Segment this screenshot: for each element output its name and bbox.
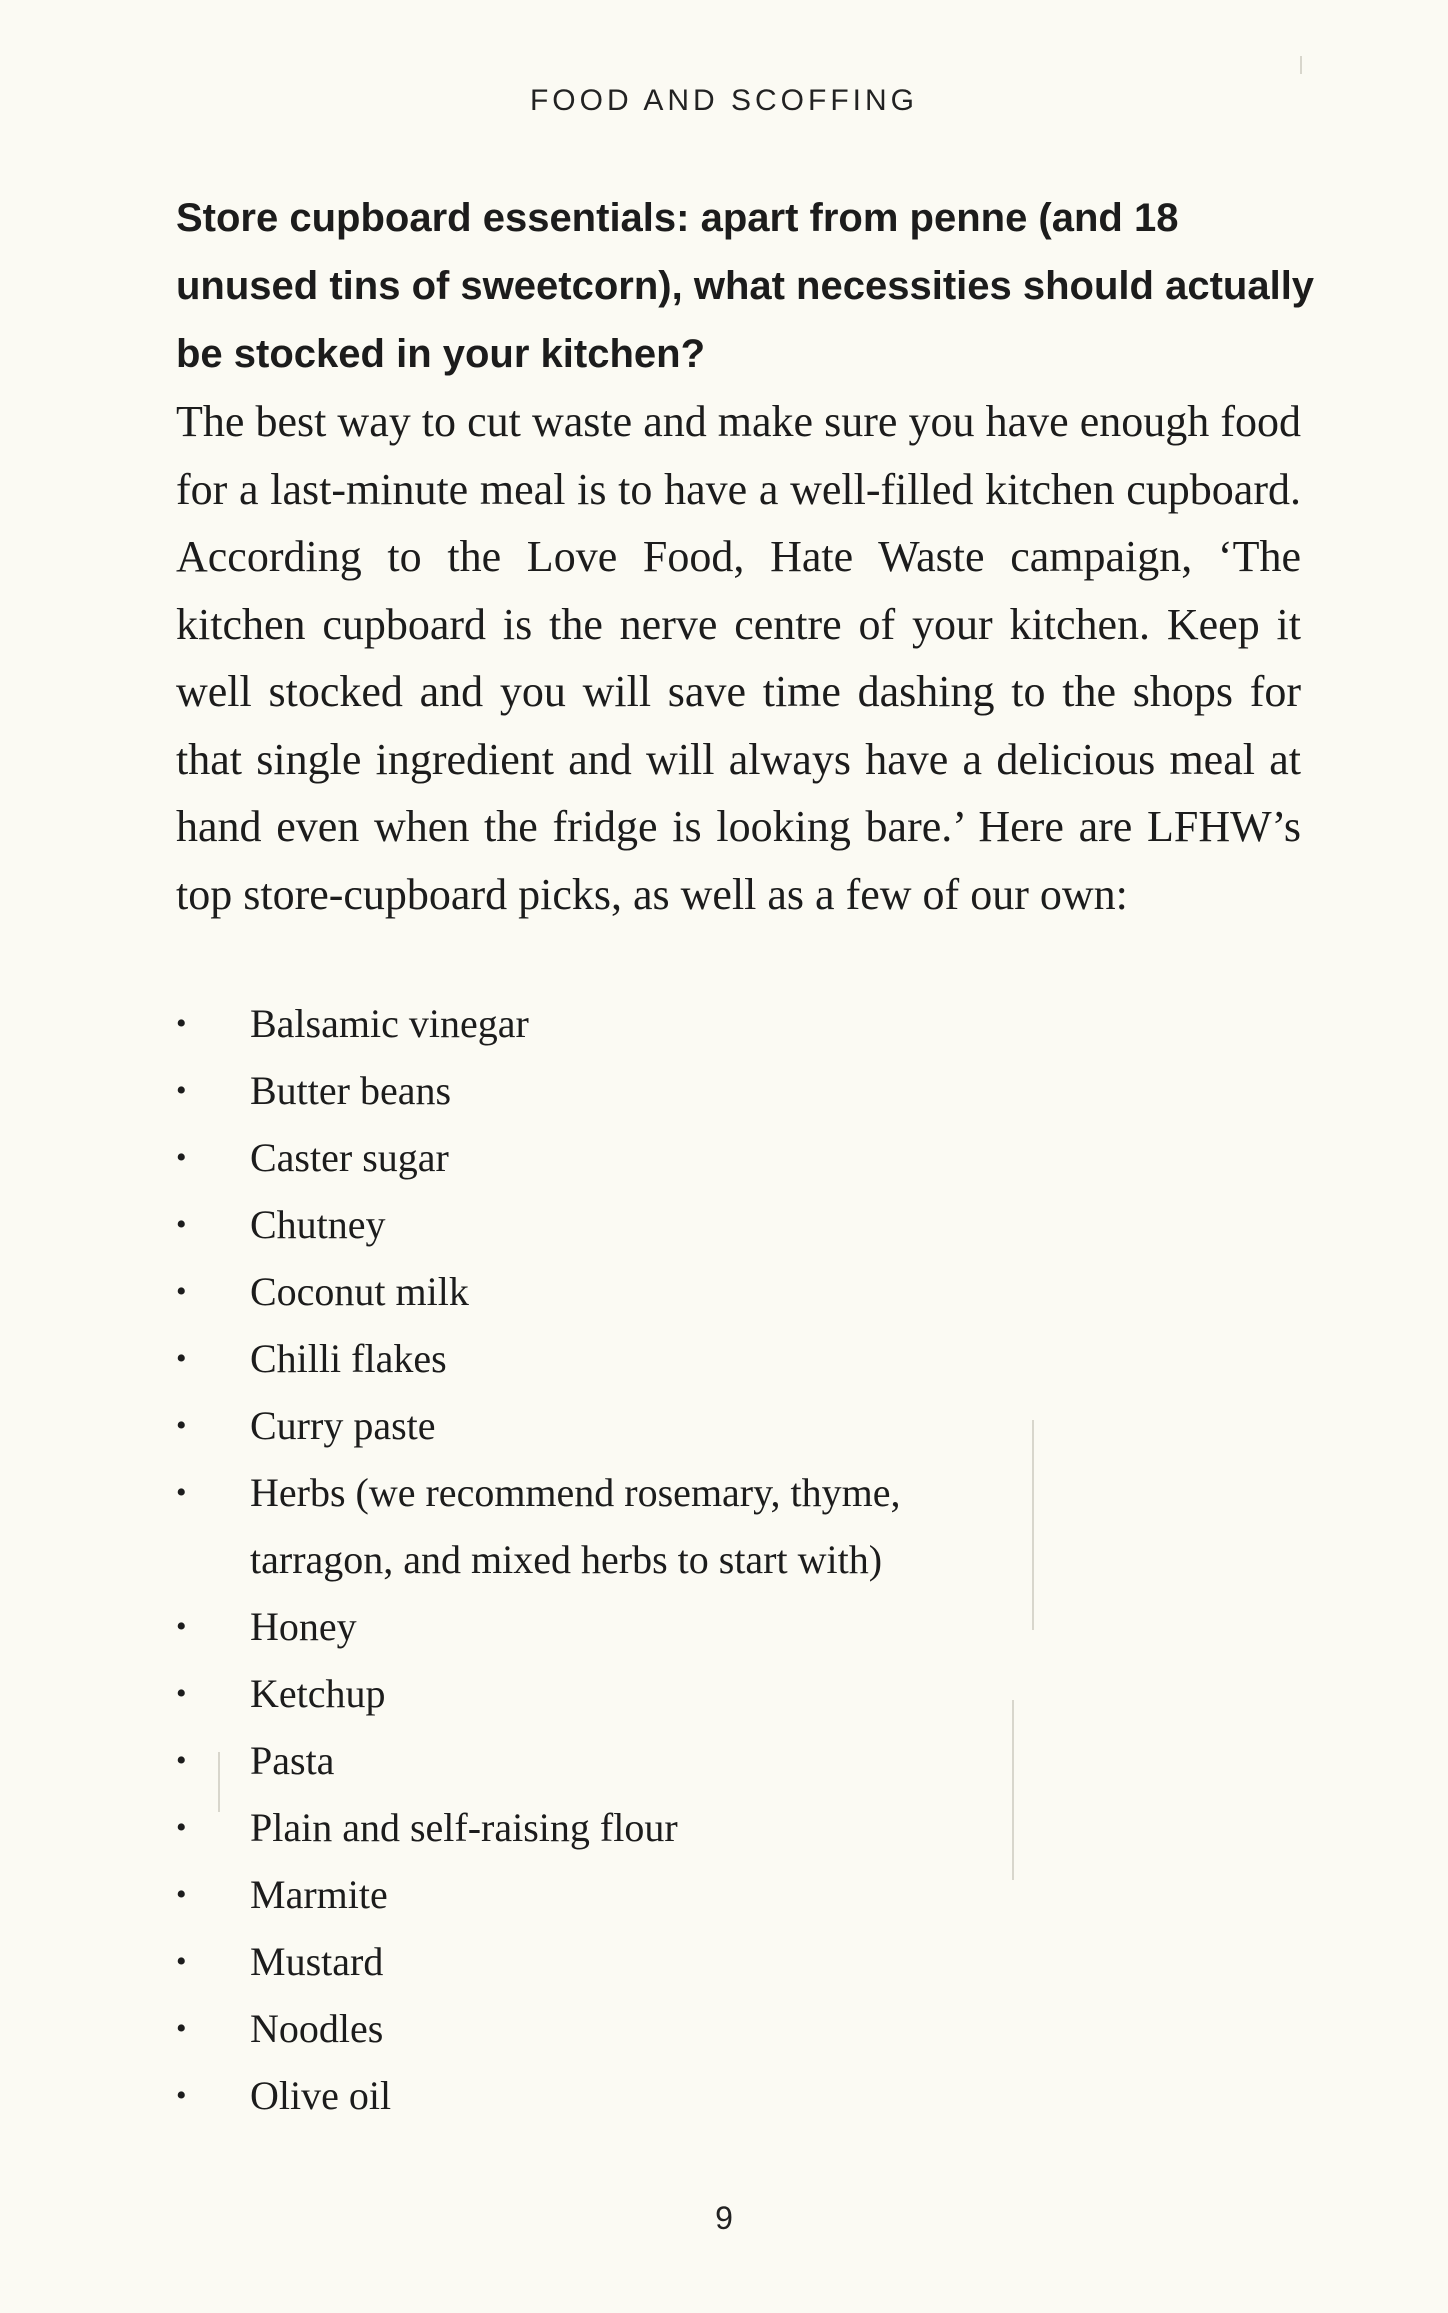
- list-item-text: Butter beans: [250, 1068, 452, 1113]
- list-item: [176, 1392, 1176, 1459]
- list-item: [176, 1325, 1176, 1392]
- body-paragraph: The best way to cut waste and make sure you have enough food for a last-minute meal is to have a well-filled kitchen cupboard. According to the Love Food, Hate Waste campaign, ‘The kitchen cupboard is the nerve centre of your kitchen. Keep it well stocked and you will save time dashing to the shops for that single ingredient and will always have a delicious meal at hand even when the fridge is looking bare.’ Here are LFHW’s top store-cupboard picks, as well as a few of our own:: [176, 397, 1301, 919]
- list-item: [176, 1191, 1176, 1258]
- list-item-text: Plain and self-raising flour: [250, 1805, 678, 1850]
- bullet-icon: •: [176, 1074, 187, 1107]
- list-item-text: Honey: [250, 1604, 357, 1649]
- list-item-text: Balsamic vinegar: [250, 1001, 529, 1046]
- running-head: FOOD AND SCOFFING: [529, 84, 918, 117]
- bullet-icon: •: [176, 1677, 187, 1710]
- list-item: [176, 1794, 1176, 1861]
- list-item-text: Chilli flakes: [250, 1336, 447, 1381]
- bullet-icon: •: [176, 1342, 187, 1375]
- bullet-icon: •: [176, 1275, 187, 1308]
- list-item: [176, 1928, 1176, 1995]
- scan-artifact: [1300, 56, 1302, 74]
- scan-artifact: [1032, 1420, 1034, 1630]
- bullet-icon: •: [176, 1945, 187, 1978]
- list-item: [176, 1124, 1176, 1191]
- section-question-heading: Store cupboard essentials: apart from penne (and 18 unused tins of sweetcorn), what necessities should actually be stocked in your kitchen?: [176, 196, 1315, 376]
- list-item: [176, 1995, 1176, 2062]
- list-item: [176, 1258, 1176, 1325]
- bullet-icon: •: [176, 2012, 187, 2045]
- list-item-text: Ketchup: [250, 1671, 386, 1716]
- bullet-icon: •: [176, 1811, 187, 1844]
- bullet-icon: •: [176, 1476, 187, 1509]
- list-item: [176, 2062, 1176, 2129]
- bullet-icon: •: [176, 1878, 187, 1911]
- bullet-icon: •: [176, 1409, 187, 1442]
- list-item: [176, 1861, 1176, 1928]
- list-item: [176, 1593, 1176, 1660]
- list-item-text: Chutney: [250, 1202, 386, 1247]
- list-item-text: Caster sugar: [250, 1135, 449, 1180]
- bullet-icon: •: [176, 1744, 187, 1777]
- bullet-icon: •: [176, 2079, 187, 2112]
- bullet-icon: •: [176, 1610, 187, 1643]
- bullet-icon: •: [176, 1208, 187, 1241]
- list-item: [176, 1660, 1176, 1727]
- list-item-text: Herbs (we recommend rosemary, thyme, tarragon, and mixed herbs to start with): [250, 1470, 901, 1582]
- bullet-icon: •: [176, 1141, 187, 1174]
- scan-artifact: [218, 1752, 220, 1812]
- list-item-text: Noodles: [250, 2006, 384, 2051]
- scan-artifact: [1012, 1700, 1014, 1880]
- list-item-text: Curry paste: [250, 1403, 436, 1448]
- cupboard-essentials-list: [176, 990, 1176, 2129]
- list-item: [176, 1727, 1176, 1794]
- bullet-icon: •: [176, 1007, 187, 1040]
- list-item-text: Olive oil: [250, 2073, 392, 2118]
- list-item-text: Coconut milk: [250, 1269, 469, 1314]
- list-item: [176, 1057, 1176, 1124]
- list-item-text: Pasta: [250, 1738, 335, 1783]
- list-item-text: Marmite: [250, 1872, 388, 1917]
- list-item-text: Mustard: [250, 1939, 384, 1984]
- list-item: [176, 990, 1176, 1057]
- list-item: [176, 1459, 950, 1593]
- page-number: 9: [715, 2200, 733, 2236]
